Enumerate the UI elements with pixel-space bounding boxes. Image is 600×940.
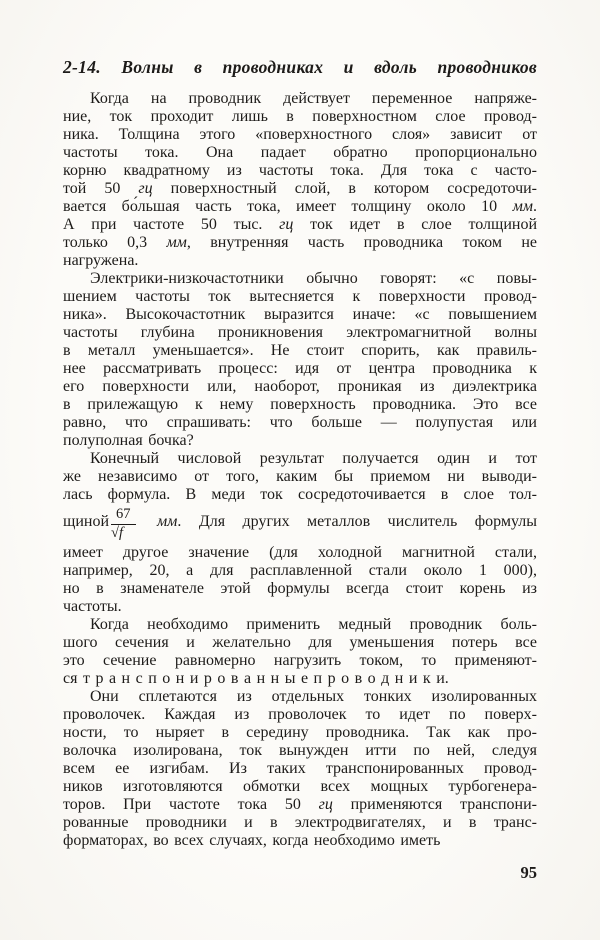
text-line: ников изготовляются обмотки всех мощных турбогенера- <box>63 777 537 795</box>
text-line: корню квадратному из частоты тока. Для тока с часто- <box>63 162 537 179</box>
paragraph <box>63 270 537 450</box>
page-content <box>63 57 538 882</box>
text-line: рованные проводники и в электродвигателях, и в транс- <box>63 813 537 831</box>
paragraph <box>63 616 537 688</box>
fraction-numerator: 67 <box>111 507 136 525</box>
text-line: А при частоте 50 тыс. гц ток идет в слое толщиной <box>63 216 538 233</box>
text-line: в металл уменьшается». Не стоит спорить, как правиль- <box>63 342 537 359</box>
section-heading: 2-14. Волны в проводниках и вдоль проводников <box>63 57 537 77</box>
text-line: форматорах, во всех случаях, когда необходимо иметь <box>63 831 441 849</box>
text-line: частоты. <box>63 597 122 615</box>
text-line: Электрики-низкочастотники обычно говорят: «с повы- <box>90 270 537 287</box>
text-line: в прилежащую к нему поверхность проводника. Это все <box>63 396 537 413</box>
text-line: это сечение равномерно нагрузить током, то применяют- <box>63 651 537 669</box>
fraction-denominator: √f <box>111 524 124 541</box>
page-text <box>63 90 537 850</box>
text-line: всем ее изгибам. Из таких транспонированных провод- <box>63 759 537 777</box>
text-line: шением частоты ток вытесняется к поверхности провод- <box>63 288 537 305</box>
text-line: ника». Высокочастотник выразится иначе: «с повышением <box>63 306 537 323</box>
text-line: частоты глубина проникновения электромагнитной волны <box>63 324 537 341</box>
text-line: Конечный числовой результат получается один и тот <box>90 450 537 467</box>
text-line: только 0,3 мм, внутренняя часть проводника током не <box>63 234 537 251</box>
text-line: ности, то ныряет в середину проводника. Так как про- <box>63 723 537 741</box>
text-line: ся т р а н с п о н и р о в а н н ы е п р о в о д н и к и. <box>63 669 449 687</box>
text-line: Они сплетаются из отдельных тонких изолированных <box>90 687 537 705</box>
inline-fraction-67-over-sqrt-f <box>111 507 136 542</box>
text-line: имеет другое значение (для холодной магнитной стали, <box>63 543 537 561</box>
text-line: торов. При частоте тока 50 гц применяются транспони- <box>63 795 537 813</box>
text-line: той 50 гц поверхностный слой, в котором сосредоточи- <box>63 180 538 197</box>
text-line: вается бо́льшая часть тока, имеет толщину около 10 мм. <box>63 198 537 215</box>
text-line: шого сечения и желательно для уменьшения потерь все <box>63 633 537 651</box>
text-line: же независимо от того, каким бы приемом ни выводи- <box>63 468 537 485</box>
text-line: проволочек. Каждая из проволочек то идет по поверх- <box>63 705 537 723</box>
text-line: его поверхности или, наоборот, проникая из диэлектрика <box>63 378 537 395</box>
text-line: полуполная бочка? <box>63 432 194 449</box>
paragraph <box>63 688 537 850</box>
text-line: волочка изолирована, ток вынужден итти по ней, следуя <box>63 741 537 759</box>
text-line: нагружена. <box>63 252 139 269</box>
text-line: нее рассматривать процесс: идя от центра проводника к <box>63 360 537 377</box>
text-line: частоты тока. Она падает обратно пропорционально <box>63 144 537 161</box>
page-number: 95 <box>520 863 537 882</box>
paragraph <box>63 90 537 270</box>
paragraph <box>63 450 537 616</box>
text-line: ние, ток проходит лишь в поверхностном слое провод- <box>63 108 537 125</box>
text-line: лась формула. В меди ток сосредоточивается в слое тол- <box>63 486 537 503</box>
text-line: но в знаменателе этой формулы всегда стоит корень из <box>63 579 537 597</box>
text-line: щиной $\frac{67}{√f}$ мм. Для других металлов числитель формулы <box>63 506 538 541</box>
text-line: Когда необходимо применить медный проводник боль- <box>90 615 537 633</box>
text-line: ника. Толщина этого «поверхностного слоя» зависит от <box>63 126 537 143</box>
text-line: например, 20, а для расплавленной стали около 1 000), <box>63 561 537 579</box>
text-line: Когда на проводник действует переменное напряже- <box>90 90 537 107</box>
text-line: равно, что спрашивать: что больше — полупустая или <box>63 414 537 431</box>
